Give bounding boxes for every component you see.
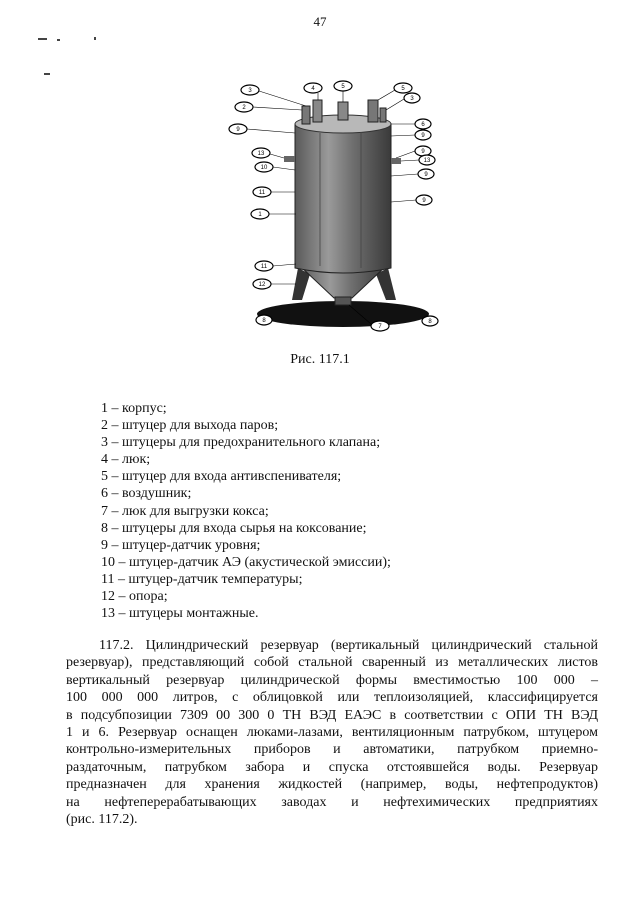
svg-text:10: 10 — [260, 165, 268, 171]
callout-9-left — [229, 124, 295, 134]
paragraph-117-2 — [66, 637, 598, 828]
svg-text:9: 9 — [422, 198, 426, 204]
page-number: 47 — [313, 14, 327, 29]
callout-12 — [253, 279, 296, 289]
coke-hatch — [335, 297, 351, 305]
callout-1 — [251, 209, 296, 219]
top-nozzle — [380, 108, 386, 122]
svg-text:9: 9 — [236, 127, 240, 133]
paragraph-line: вертикальный резервуар цилиндрической формы вместимостью 100 000 – — [66, 672, 598, 688]
svg-text:11: 11 — [260, 264, 268, 270]
paragraph-line: предназначен для хранения жидкостей (например, воды, нефтепродуктов) — [66, 777, 598, 793]
callout-10 — [255, 162, 295, 172]
scan-artifact — [57, 39, 60, 41]
svg-text:8: 8 — [262, 318, 266, 324]
paragraph-line: контрольно-измерительных приборов и автоматики, патрубком приемно- — [66, 742, 598, 758]
paragraph-line: 100 000 000 литров, с облицовкой или теплоизоляцией, классифицируется — [66, 690, 598, 706]
top-nozzle — [338, 102, 348, 120]
legend-item: 13 – штуцеры монтажные. — [101, 606, 259, 622]
legend-item: 9 – штуцер-датчик уровня; — [101, 537, 261, 553]
callout-9-bottom — [391, 195, 432, 205]
svg-text:11: 11 — [258, 190, 266, 196]
paragraph-line: (рис. 117.2). — [66, 812, 138, 828]
callout-9-top — [391, 130, 431, 140]
callout-3-right — [386, 93, 420, 110]
legend-item: 12 – опора; — [101, 589, 168, 605]
svg-text:3: 3 — [248, 88, 252, 94]
callout-2 — [235, 102, 302, 112]
svg-text:13: 13 — [257, 151, 265, 157]
legend-item: 3 – штуцеры для предохранительного клапана; — [101, 435, 381, 451]
callout-13-left — [252, 148, 284, 158]
svg-text:9: 9 — [421, 149, 425, 155]
paragraph-line: резервуар), представляющий собой стальной сваренный из металлических листов — [66, 655, 598, 671]
legend-item: 5 – штуцер для входа антивспенивателя; — [101, 469, 342, 485]
legend-item: 4 – люк; — [101, 452, 151, 468]
side-fitting — [284, 156, 295, 162]
top-nozzle — [302, 106, 310, 124]
svg-text:3: 3 — [410, 96, 414, 102]
paragraph-line: в подсубпозиции 7309 00 300 0 ТН ВЭД ЕАЭС в соответствии с ОПИ ТН ВЭД — [66, 707, 598, 723]
scan-artifact — [38, 38, 47, 40]
callout-8-right — [422, 316, 438, 326]
figure-caption: Рис. 117.1 — [290, 352, 350, 367]
svg-text:8: 8 — [428, 319, 432, 325]
callout-4 — [304, 83, 322, 100]
scan-artifact — [44, 73, 50, 75]
legend-item: 1 – корпус; — [101, 401, 167, 416]
svg-text:6: 6 — [421, 122, 425, 128]
svg-text:13: 13 — [423, 158, 431, 164]
legend-item: 11 – штуцер-датчик температуры; — [101, 571, 303, 587]
callout-11 — [253, 187, 295, 197]
tank-body — [295, 117, 391, 273]
paragraph-line: на нефтеперерабатывающих заводах и нефтехимических предприятиях — [66, 794, 598, 810]
svg-text:2: 2 — [242, 105, 246, 111]
svg-text:12: 12 — [258, 282, 266, 288]
tank-figure — [236, 78, 450, 336]
top-nozzle — [313, 100, 322, 122]
callout-9-lower — [391, 169, 434, 179]
legend-item: 2 – штуцер для выхода паров; — [101, 418, 279, 434]
callout-11-lower — [255, 261, 296, 271]
paragraph-line: 1 и 6. Резервуар оснащен люками-лазами, вентиляционным патрубком, штуцером — [66, 725, 598, 741]
svg-text:1: 1 — [258, 212, 262, 218]
legend-item: 6 – воздушник; — [101, 486, 192, 502]
figure-legend — [101, 400, 391, 622]
callout-3 — [241, 85, 306, 106]
svg-text:5: 5 — [401, 86, 405, 92]
paragraph-line: 117.2. Цилиндрический резервуар (вертикальный цилиндрический стальной — [99, 638, 598, 653]
legend-item: 8 – штуцеры для входа сырья на коксование; — [101, 520, 367, 536]
callout-8-left — [256, 315, 272, 325]
callout-6 — [391, 119, 431, 129]
svg-text:7: 7 — [378, 324, 382, 330]
legend-item: 7 – люк для выгрузки кокса; — [101, 503, 269, 519]
scan-artifact — [94, 37, 96, 40]
svg-text:9: 9 — [421, 133, 425, 139]
svg-text:4: 4 — [311, 86, 315, 92]
callout-13-right — [401, 155, 435, 165]
callout-5-left — [334, 81, 352, 102]
svg-text:5: 5 — [341, 84, 345, 90]
side-fitting — [391, 158, 401, 164]
legend-item: 10 – штуцер-датчик АЭ (акустической эмиссии); — [101, 554, 391, 570]
paragraph-line: раздаточным, патрубком забора и спуска отстоявшейся воды. Резервуар — [66, 759, 598, 775]
svg-text:9: 9 — [424, 172, 428, 178]
top-nozzle — [368, 100, 378, 122]
